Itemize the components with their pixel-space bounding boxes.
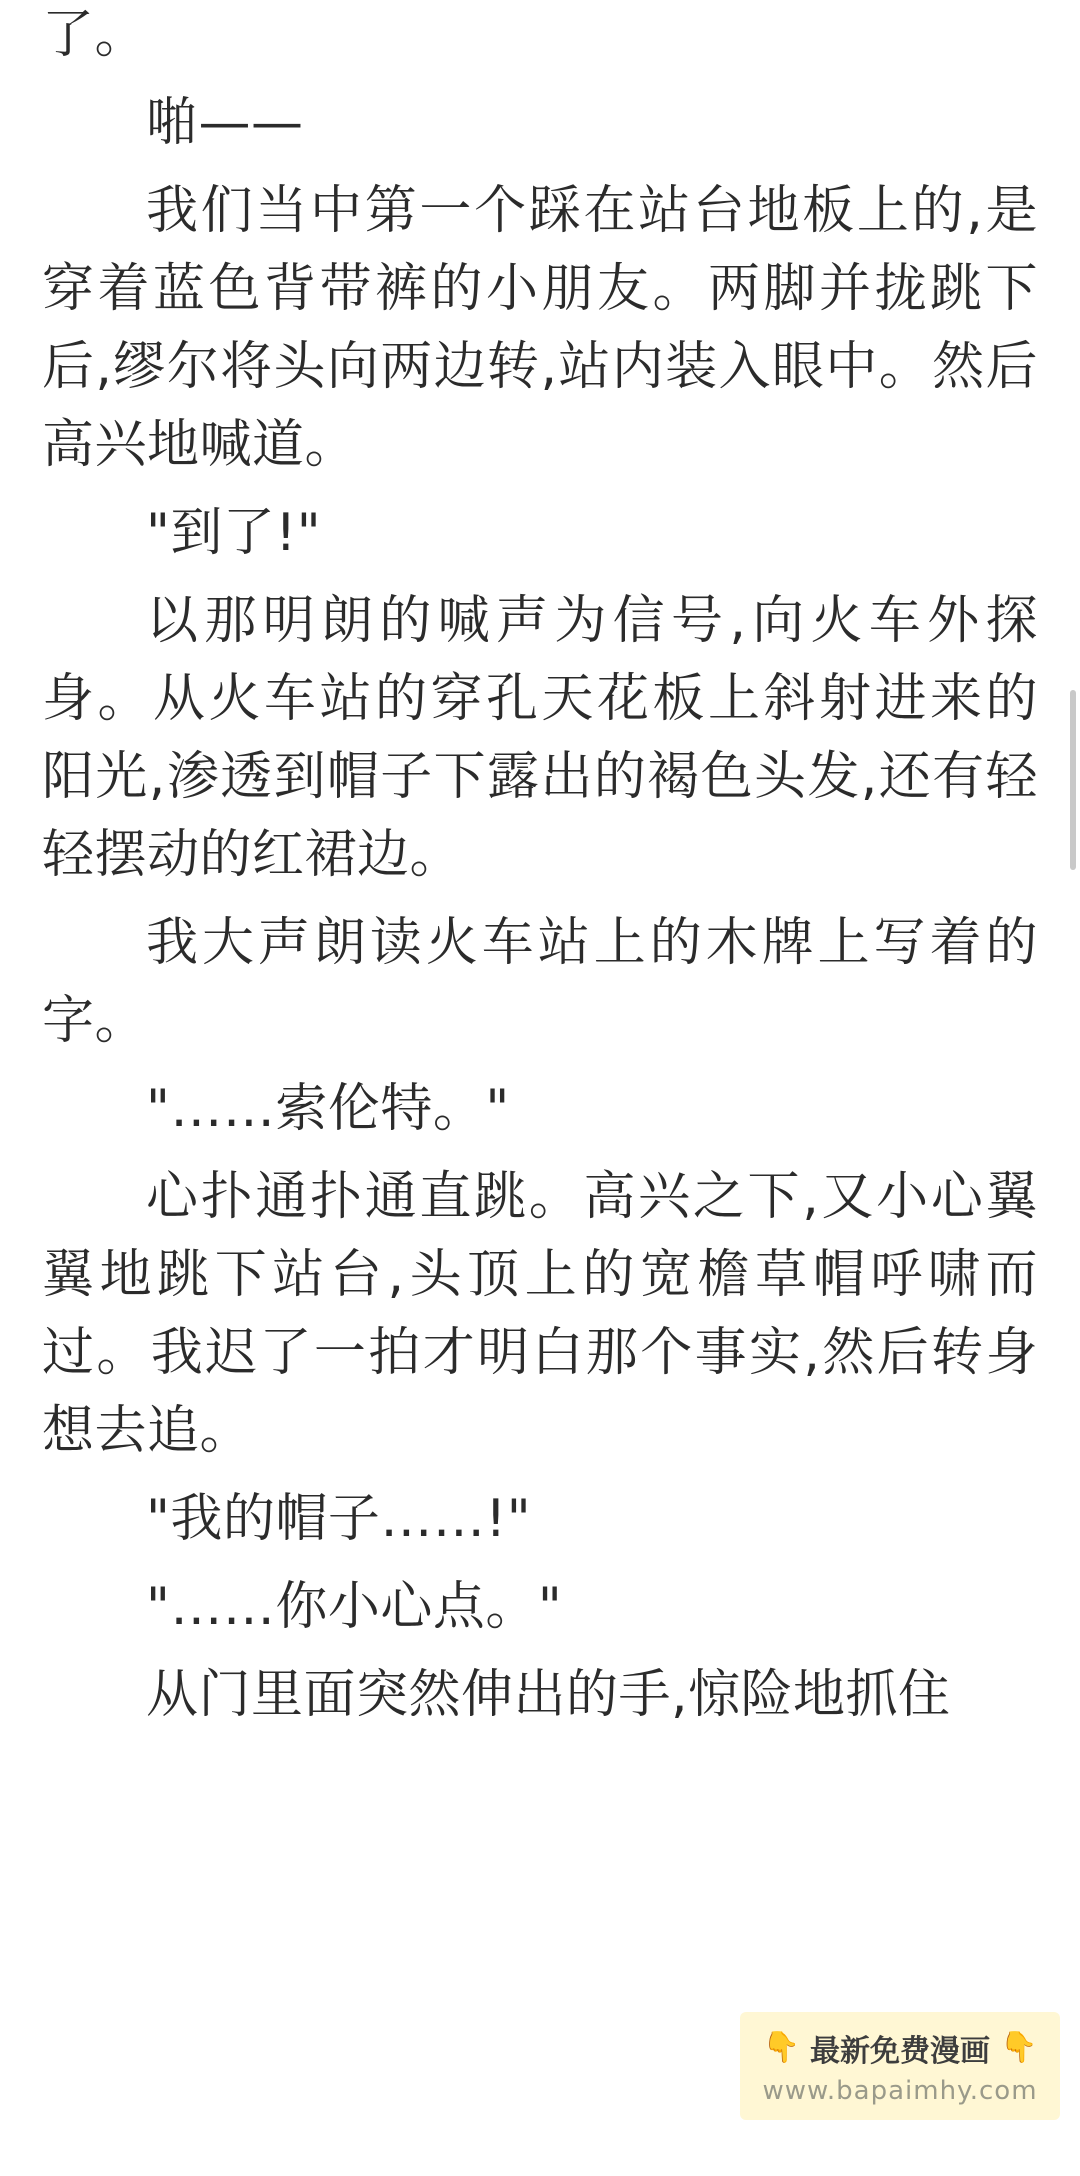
- paragraph: "……索伦特。": [146, 1079, 510, 1139]
- chapter-text-body: [42, 0, 1038, 1734]
- paragraph: "……你小心点。": [146, 1577, 563, 1637]
- paragraph: "我的帽子……!": [146, 1489, 532, 1549]
- watermark-url: www.bapaimhy.com: [762, 2076, 1038, 2106]
- paragraph: 以那明朗的喊声为信号,向火车外探身。从火车站的穿孔天花板上斜射进来的阳光,渗透到帽子下露出的褐色头发,还有轻轻摆动的红裙边。: [42, 591, 1038, 885]
- paragraph: 啪——: [146, 93, 304, 153]
- paragraph: 我大声朗读火车站上的木牌上写着的字。: [42, 913, 1038, 1051]
- watermark-text-row: [763, 2026, 1038, 2070]
- scrollbar-track[interactable]: [1070, 0, 1076, 2176]
- paragraph: "到了!": [146, 503, 322, 563]
- watermark-overlay: [740, 2012, 1060, 2120]
- paragraph: 了。: [42, 5, 148, 65]
- scrollbar-thumb[interactable]: [1070, 690, 1076, 870]
- paragraph: 从门里面突然伸出的手,惊险地抓住: [146, 1665, 951, 1725]
- pointing-hand-down-icon: 👇: [762, 2030, 800, 2065]
- paragraph: 我们当中第一个踩在站台地板上的,是穿着蓝色背带裤的小朋友。两脚并拢跳下后,缪尔将头向两边转,站内装入眼中。然后高兴地喊道。: [42, 181, 1038, 475]
- watermark-label: 最新免费漫画: [810, 2034, 990, 2069]
- pointing-hand-down-icon: 👇: [1000, 2030, 1038, 2065]
- paragraph: 心扑通扑通直跳。高兴之下,又小心翼翼地跳下站台,头顶上的宽檐草帽呼啸而过。我迟了一拍才明白那个事实,然后转身想去追。: [42, 1167, 1038, 1461]
